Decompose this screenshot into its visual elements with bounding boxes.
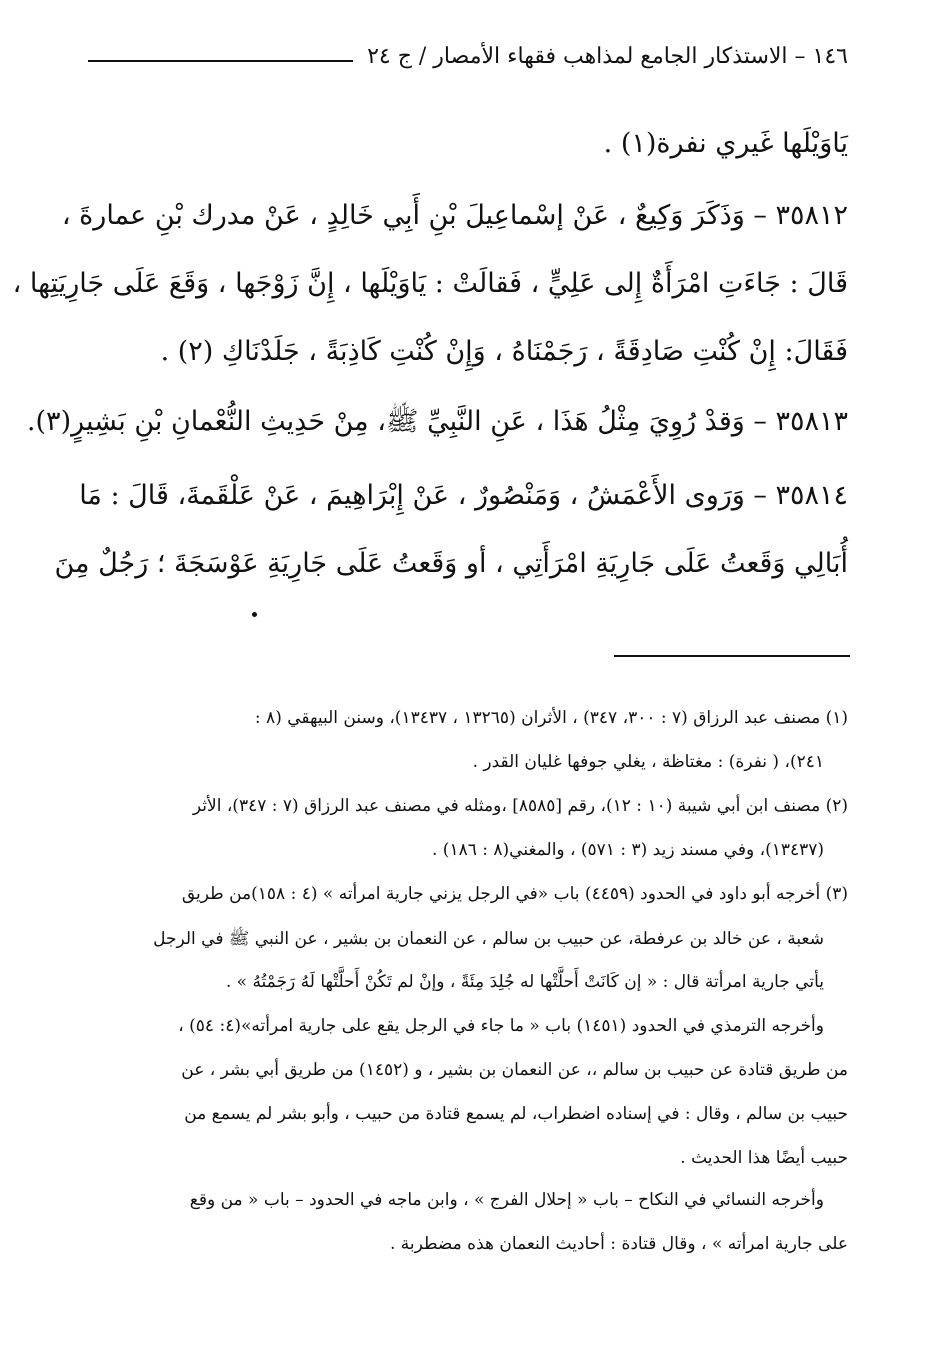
footnote-line: (١٣٤٣٧)، وفي مسند زيد (٣ : ٥٧١) ، والمغني(٨ : ١٨٦) . <box>432 840 824 860</box>
footnote-line: على جارية امرأته » ، وقال قتادة : أحاديث النعمان هذه مضطربة . <box>389 1234 848 1254</box>
main-line-7: أُبَالِي وَقَعتُ عَلَى جَارِيَةِ امْرَأَتِي ، أو وَقَعتُ عَلَى جَارِيَةِ عَوْسَجَةَ ؛ رَجُلٌ مِنَ <box>54 548 848 579</box>
footnote-separator <box>614 655 850 657</box>
footnote-line: ٢٤١)، ( نفرة) : مغتاظة ، يغلي جوفها غليان القدر . <box>472 752 824 772</box>
header-rule <box>88 60 353 62</box>
footnote-line: حبيب بن سالم ، وقال : في إسناده اضطراب، لم يسمع قتادة من حبيب ، وأبو بشر لم يسمع من <box>184 1104 848 1124</box>
main-line-5: ٣٥٨١٣ – وَقدْ رُوِيَ مِثْلُ هَذَا ، عَنِ النَّبِيِّ ﷺ، مِنْ حَدِيثِ النُّعْمانِ بْنِ بَشِيرٍ(٣). <box>26 406 848 437</box>
footnote-line: من طريق قتادة عن حبيب بن سالم ،، عن النعمان بن بشير ، و (١٤٥٢) من طريق أبي بشر ، عن <box>181 1060 848 1080</box>
footnote-line: وأخرجه الترمذي في الحدود (١٤٥١) باب « ما جاء في الرجل يقع على جارية امرأته»(٤: ٥٤) ، <box>178 1016 824 1036</box>
footnote-line: يأتي جارية امرأتة قال : « إن كَانَتْ أَحلَّتْها له جُلِدَ مِئَةً ، وإنْ لم تَكُنْ أَحلَّتْها لَهُ رَجَمْتُهُ » . <box>225 972 824 992</box>
stray-dot <box>252 612 257 617</box>
footnote-line: حبيب أيضًا هذا الحديث . <box>680 1148 848 1168</box>
main-line-4: فَقَالَ: إِنْ كُنْتِ صَادِقَةً ، رَجَمْنَاهُ ، وَإِنْ كُنْتِ كَاذِبَةً ، جَلَدْنَاكِ (٢) . <box>160 336 848 367</box>
footnote-line: شعبة ، عن خالد بن عرفطة، عن حبيب بن سالم ، عن النعمان بن بشير ، عن النبي ﷺ في الرجل <box>153 929 824 949</box>
footnote-line: (٢) مصنف ابن أبي شيبة (١٠ : ١٢)، رقم [٨٥٨٥] ،ومثله في مصنف عبد الرزاق (٧ : ٣٤٧)، الأثر <box>192 796 848 816</box>
main-line-1: يَاوَيْلَها غَيري نفرة(١) . <box>603 128 848 159</box>
main-line-6: ٣٥٨١٤ – وَرَوى الأَعْمَشُ ، وَمَنْصُورٌ ، عَنْ إِبْرَاهِيمَ ، عَنْ عَلْقَمةَ، قَالَ : مَا <box>79 480 848 511</box>
main-line-3: قَالَ : جَاءَتِ امْرَأَةٌ إِلى عَلِيٍّ ، فَقالَتْ : يَاوَيْلَها ، إِنَّ زَوْجَها ، وَقَعَ عَلَى جَارِيَتِها ، <box>12 268 848 299</box>
running-header <box>88 36 848 76</box>
header-title: ١٤٦ – الاستذكار الجامع لمذاهب فقهاء الأمصار / ج ٢٤ <box>367 43 848 69</box>
main-line-2: ٣٥٨١٢ – وَذَكَرَ وَكِيعٌ ، عَنْ إسْماعِيلَ بْنِ أَبِي خَالِدٍ ، عَنْ مدرك بْنِ عمارةَ ، <box>61 200 848 231</box>
footnote-line: وأخرجه النسائي في النكاح – باب « إحلال الفرج » ، وابن ماجه في الحدود – باب « من وقع <box>189 1190 824 1210</box>
footnote-line: (١) مصنف عبد الرزاق (٧ : ٣٠٠، ٣٤٧) ، الأثران (١٣٢٦٥ ، ١٣٤٣٧)، وسنن البيهقي (٨ : <box>254 708 848 728</box>
footnote-line: (٣) أخرجه أبو داود في الحدود (٤٤٥٩) باب «في الرجل يزني جارية امرأته » (٤ : ١٥٨)من طريق <box>181 884 848 904</box>
